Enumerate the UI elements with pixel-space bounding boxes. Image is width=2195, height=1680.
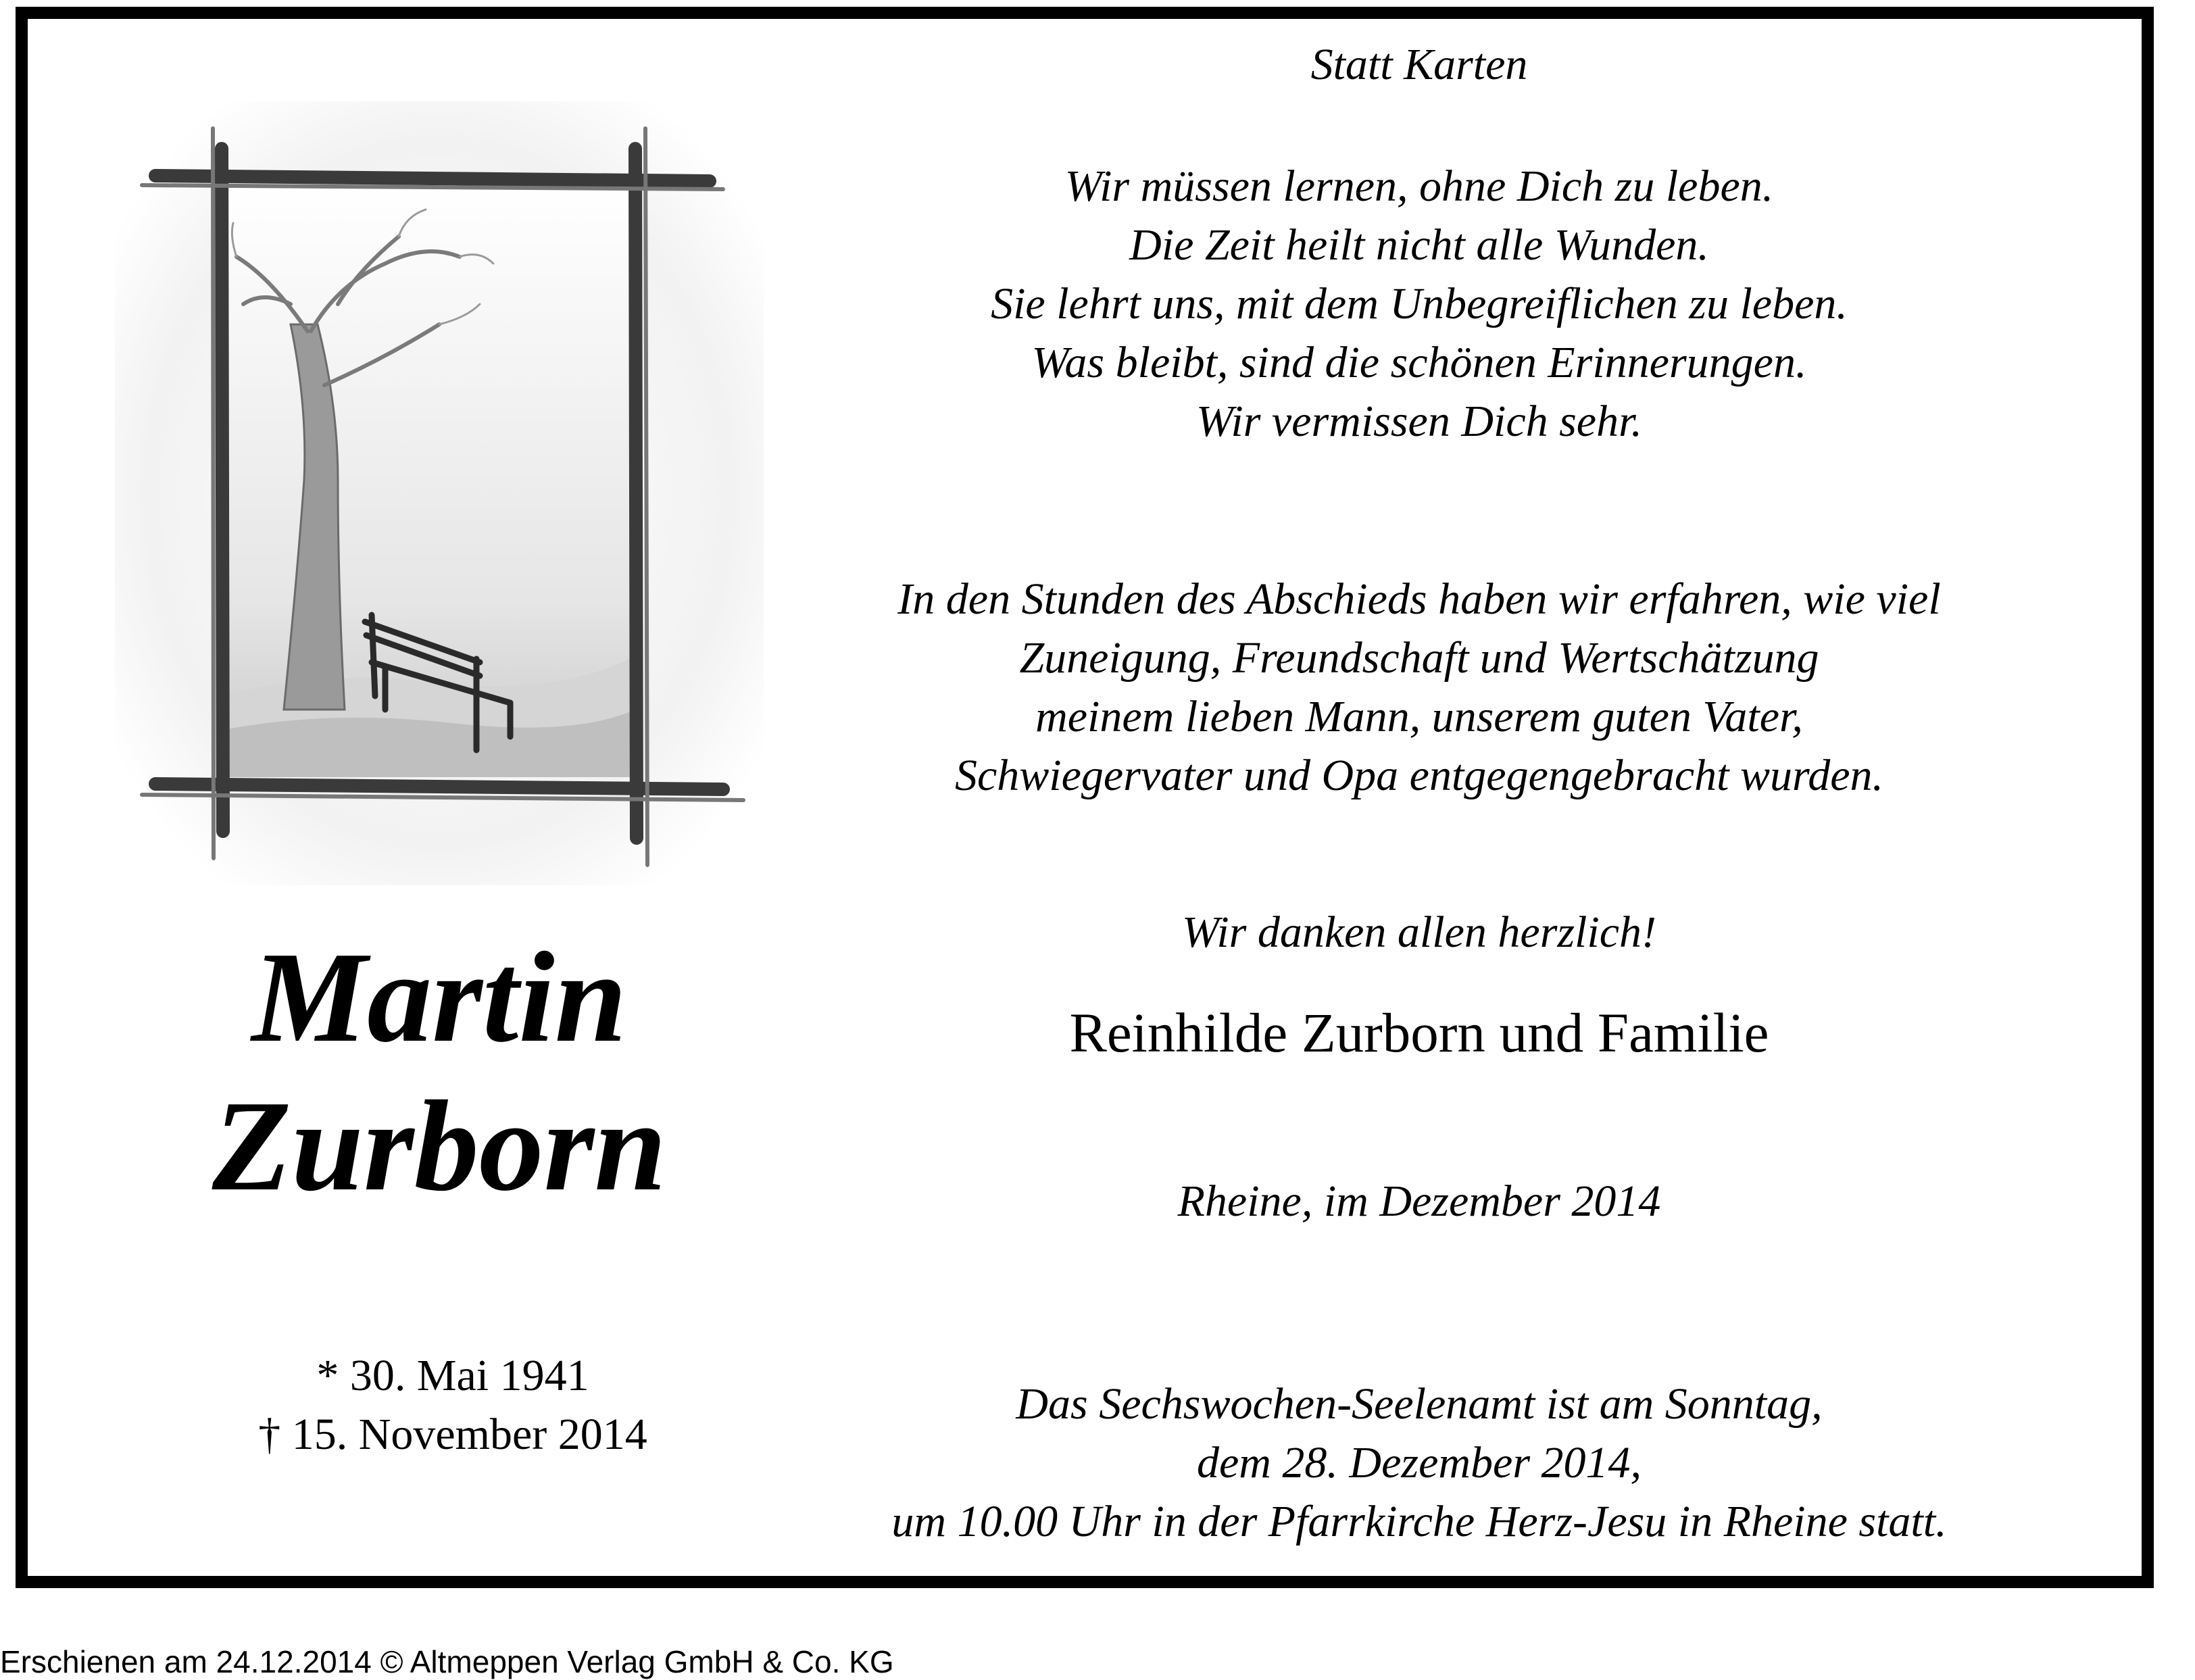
deceased-last-name: Zurborn [212,1074,667,1218]
notice-heading: Statt Karten [1310,40,1528,89]
poem-line: Wir vermissen Dich sehr. [1196,397,1642,446]
deceased-first-name: Martin [251,925,627,1069]
publication-footer: Erschienen am 24.12.2014 © Altmeppen Verlag GmbH & Co. KG [0,1644,894,1679]
service-line: um 10.00 Uhr in der Pfarrkirche Herz-Jesu in Rheine statt. [891,1497,1947,1546]
birth-date: * 30. Mai 1941 [316,1351,589,1400]
death-date: † 15. November 2014 [258,1410,647,1459]
thanks-line: In den Stunden des Abschieds haben wir erfahren, wie viel [897,574,1941,624]
poem-line: Wir müssen lernen, ohne Dich zu leben. [1064,162,1774,211]
thanks-paragraph [743,570,2095,805]
life-dates [162,1346,743,1464]
thanks-line: Schwiegervater und Opa entgegengebracht wurden. [954,751,1884,800]
poem-line: Die Zeit heilt nicht alle Wunden. [1129,220,1709,270]
service-announcement [743,1375,2095,1551]
poem-line: Sie lehrt uns, mit dem Unbegreiflichen zu leben. [991,279,1848,328]
signed-by: Reinhilde Zurborn und Familie [1069,1002,1769,1064]
place-date: Rheine, im Dezember 2014 [1177,1177,1661,1226]
poem [743,157,2095,451]
service-line: dem 28. Dezember 2014, [1196,1438,1642,1487]
service-line: Das Sechswochen-Seelenamt ist am Sonntag, [1016,1379,1823,1429]
thanks-line: Zuneigung, Freundschaft und Wertschätzung [1019,633,1819,683]
thank-all: Wir danken allen herzlich! [1181,908,1657,957]
poem-line: Was bleibt, sind die schönen Erinnerungen. [1031,338,1807,387]
window-tree-bench-illustration [115,101,764,885]
thanks-line: meinem lieben Mann, unserem guten Vater, [1035,692,1803,741]
